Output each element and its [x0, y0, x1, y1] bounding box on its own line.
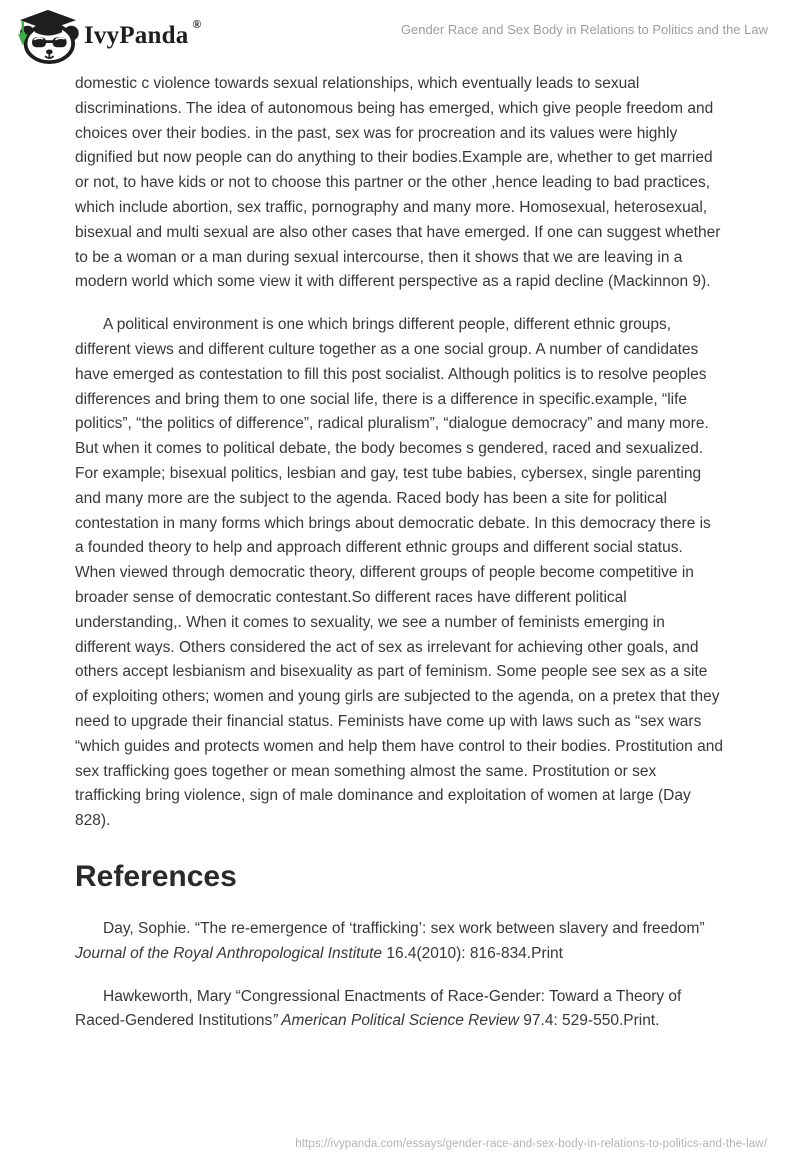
- reference-2-pages: 97.4: 529-550.Print.: [518, 1012, 660, 1030]
- ivypanda-logo: [14, 8, 201, 64]
- document-title: Gender Race and Sex Body in Relations to Politics and the Law: [400, 22, 768, 37]
- references-heading: References: [75, 859, 237, 893]
- reference-entry-2: [75, 985, 723, 1035]
- reference-1-text: Day, Sophie. “The re-emergence of ‘trafficking’: sex work between slavery and freedom”: [103, 919, 705, 937]
- reference-1-journal: Journal of the Royal Anthropological Institute: [75, 944, 383, 962]
- reference-entry-1: [75, 917, 723, 967]
- reference-2-journal: ” American Political Science Review: [272, 1012, 519, 1030]
- essay-body: [75, 72, 723, 1034]
- page-footer: [295, 1138, 767, 1150]
- essay-paragraph-1: domestic c violence towards sexual relationships, which eventually leads to sexual discriminations. The idea of autonomous being has emerged, which give people freedom and choices over their bodies. in the past, sex was for procreation and its values were highly dignified but now people can do anything to their bodies.Example are, whether to get married or not, to have kids or not to choose this partner or the other ,hence leading to bad practices, which include abortion, sex traffic, pornography and many more. Homosexual, heterosexual, bisexual and multi sexual are also other cases that have emerged. If one can suggest whether to be a woman or a man during sexual intercourse, then it shows that we are leaving in a modern world which some view it with different perspective as a rapid decline (Mackinnon 9).: [75, 75, 721, 291]
- reference-1-pages: 16.4(2010): 816-834.Print: [382, 944, 563, 962]
- essay-paragraph-2: A political environment is one which brings different people, different ethnic groups, different views and different culture together as a one social group. A number of candidates have emerged as contestation to fill this post socialist. Although politics is to resolve peoples differences and bring them to one social life, there is a difference in specific.example, “life politics”, “the politics of difference”, radical pluralism”, “dialogue democracy” and many more. But when it comes to political debate, the body becomes s gendered, raced and sexualized. For example; bisexual politics, lesbian and gay, test tube babies, cybersex, single parenting and many more are the subject to the agenda. Raced body has been a site for political contestation in many forms which brings about democratic debate. In this democracy there is a founded theory to help and approach different ethnic groups and different social status. When viewed through democratic theory, different groups of people become competitive in broader sense of democratic contestant.So different races have different political understanding,. When it comes to sexuality, we see a number of feminists emerging in different ways. Others considered the act of sex as irrelevant for achieving other goals, and others accept lesbianism and bisexuality as part of feminism. Some people see sex as a site of exploiting others; women and young girls are subjected to the agenda, on a pretex that they need to upgrade their financial status. Feminists have come up with laws such as “sex wars “which guides and protects women and help them have control to their bodies. Prostitution and sex trafficking goes together or mean something almost the same. Prostitution or sex trafficking bring violence, sign of male dominance and exploitation of women at large (Day 828).: [75, 316, 723, 830]
- registered-trademark: ®: [192, 16, 202, 31]
- source-url: https://ivypanda.com/essays/gender-race-and-sex-body-in-relations-to-politics-and-the-law/: [295, 1138, 767, 1150]
- reference-2-text: Hawkeworth, Mary “Congressional Enactments of Race-Gender: Toward a Theory of Raced-Gendered Institutions: [75, 987, 682, 1030]
- page-header: [0, 0, 800, 64]
- panda-graduate-icon: [14, 8, 80, 64]
- logo-text: IvyPanda: [84, 22, 189, 49]
